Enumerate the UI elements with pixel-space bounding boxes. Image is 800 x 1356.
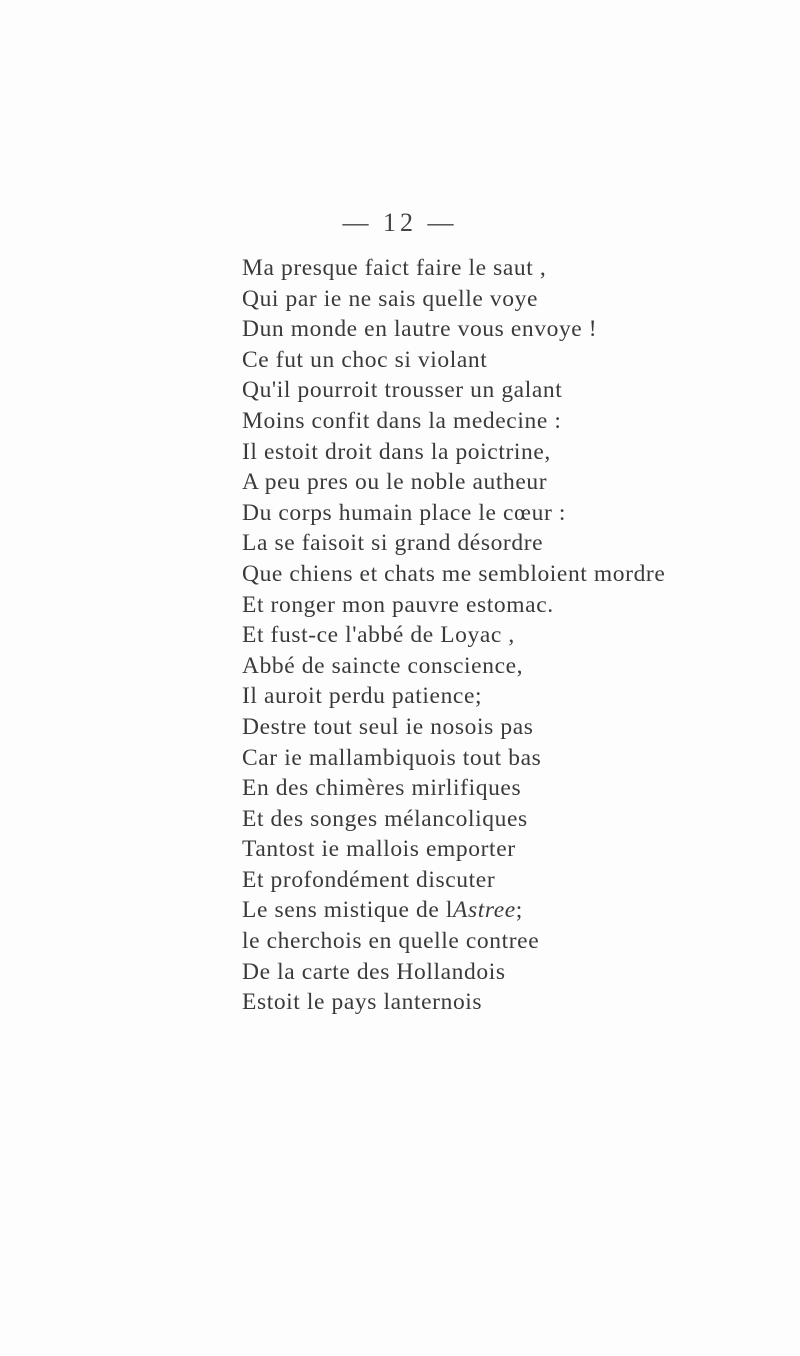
poem-line-3: Dun monde en lautre vous envoye !: [242, 316, 598, 343]
poem-line-22: [242, 895, 782, 926]
page-number: — 12 —: [342, 208, 458, 237]
poem-line-12: Et ronger mon pauvre estomac.: [242, 591, 554, 618]
poem-line-9: Du corps humain place le cœur :: [242, 499, 566, 526]
poem-line-10: La se faisoit si grand désordre: [242, 530, 544, 557]
poem-line-11: Que chiens et chats me sembloient mordre: [242, 560, 666, 587]
poem-line-24: De la carte des Hollandois: [242, 958, 506, 985]
poem-line-2: Qui par ie ne sais quelle voye: [242, 285, 538, 312]
poem-line-7: Il estoit droit dans la poictrine,: [242, 438, 551, 465]
line-text-after-title: ;: [515, 897, 523, 924]
poem-line-6: Moins confit dans la medecine :: [242, 407, 562, 434]
poem-line-15: Il auroit perdu patience;: [242, 683, 483, 710]
poem-line-8: A peu pres ou le noble autheur: [242, 469, 548, 496]
poem-line-1: Ma presque faict faire le saut ,: [242, 255, 547, 281]
poem-line-4: Ce fut un choc si violant: [242, 346, 488, 373]
poem-text: [242, 253, 782, 1018]
poem-line-16: Destre tout seul ie nosois pas: [242, 713, 534, 740]
poem-line-18: En des chimères mirlifiques: [242, 775, 522, 802]
poem-line-5: Qu'il pourroit trousser un galant: [242, 377, 563, 404]
poem-line-25: Estoit le pays lanternois: [242, 989, 483, 1016]
line-text-before-title: Le sens mistique de l: [242, 897, 454, 924]
poem-line-13: Et fust-ce l'abbé de Loyac ,: [242, 622, 515, 649]
poem-line-14: Abbé de saincte conscience,: [242, 652, 524, 679]
poem-line-17: Car ie mallambiquois tout bas: [242, 744, 542, 771]
poem-line-21: Et profondément discuter: [242, 866, 496, 893]
book-title-astree: Astree: [453, 897, 516, 924]
poem-line-23: le cherchois en quelle contree: [242, 928, 540, 955]
poem-line-19: Et des songes mélancoliques: [242, 805, 528, 832]
poem-line-20: Tantost ie mallois emporter: [242, 836, 516, 863]
